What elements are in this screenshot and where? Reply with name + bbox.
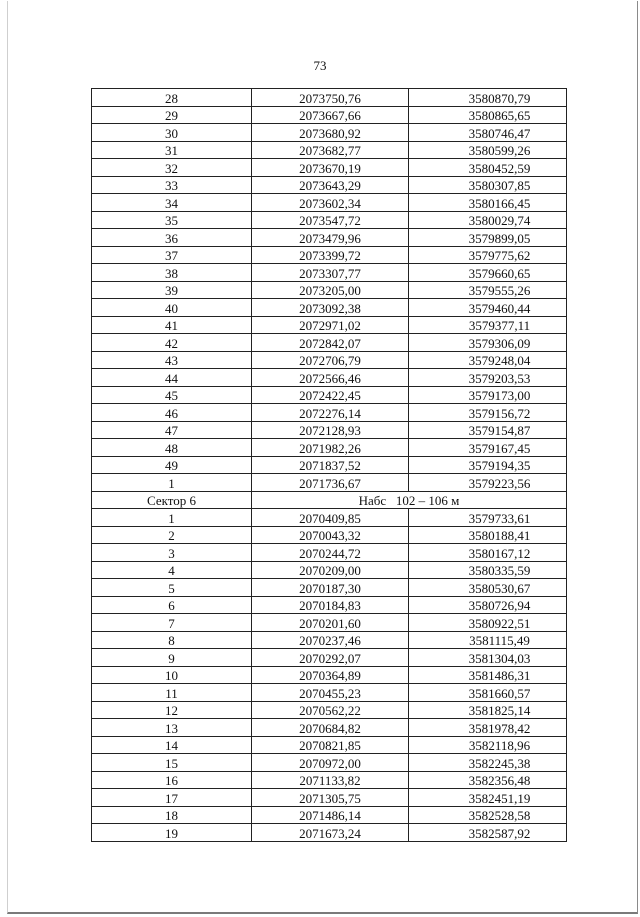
x-coordinate-cell: 2070562,22 — [252, 701, 409, 719]
table-row — [92, 351, 567, 369]
x-coordinate-cell: 2070201,60 — [252, 614, 409, 632]
point-number-cell: 3 — [92, 544, 252, 562]
table-row — [92, 596, 567, 614]
table-row — [92, 526, 567, 544]
table-row — [92, 89, 567, 107]
point-number-cell: 36 — [92, 229, 252, 247]
y-coordinate-cell: 3579660,65 — [409, 264, 567, 282]
x-coordinate-cell: 2070364,89 — [252, 666, 409, 684]
table-row — [92, 474, 567, 492]
y-coordinate-cell: 3581115,49 — [409, 631, 567, 649]
table-row — [92, 684, 567, 702]
y-coordinate-cell: 3579173,00 — [409, 386, 567, 404]
x-coordinate-cell: 2073602,34 — [252, 194, 409, 212]
x-coordinate-cell: 2073547,72 — [252, 211, 409, 229]
point-number-cell: 37 — [92, 246, 252, 264]
x-coordinate-cell: 2070237,46 — [252, 631, 409, 649]
x-coordinate-cell: 2070209,00 — [252, 561, 409, 579]
x-coordinate-cell: 2070455,23 — [252, 684, 409, 702]
x-coordinate-cell: 2072128,93 — [252, 421, 409, 439]
y-coordinate-cell: 3579775,62 — [409, 246, 567, 264]
point-number-cell: 6 — [92, 596, 252, 614]
point-number-cell: 1 — [92, 509, 252, 527]
x-coordinate-cell: 2073667,66 — [252, 106, 409, 124]
y-coordinate-cell: 3580188,41 — [409, 526, 567, 544]
table-row — [92, 824, 567, 842]
y-coordinate-cell: 3580166,45 — [409, 194, 567, 212]
x-coordinate-cell: 2071837,52 — [252, 456, 409, 474]
x-coordinate-cell: 2072706,79 — [252, 351, 409, 369]
y-coordinate-cell: 3580029,74 — [409, 211, 567, 229]
y-coordinate-cell: 3582245,38 — [409, 754, 567, 772]
table-row — [92, 649, 567, 667]
x-coordinate-cell: 2073682,77 — [252, 141, 409, 159]
coordinates-table-body — [92, 89, 567, 842]
table-row — [92, 631, 567, 649]
x-coordinate-cell: 2072971,02 — [252, 316, 409, 334]
point-number-cell: 9 — [92, 649, 252, 667]
point-number-cell: 34 — [92, 194, 252, 212]
table-row — [92, 176, 567, 194]
y-coordinate-cell: 3579167,45 — [409, 439, 567, 457]
table-row — [92, 736, 567, 754]
y-coordinate-cell: 3579377,11 — [409, 316, 567, 334]
x-coordinate-cell: 2072566,46 — [252, 369, 409, 387]
point-number-cell: 7 — [92, 614, 252, 632]
table-row — [92, 421, 567, 439]
x-coordinate-cell: 2071982,26 — [252, 439, 409, 457]
table-row — [92, 806, 567, 824]
point-number-cell: 19 — [92, 824, 252, 842]
point-number-cell: 43 — [92, 351, 252, 369]
x-coordinate-cell: 2072276,14 — [252, 404, 409, 422]
x-coordinate-cell: 2073750,76 — [252, 89, 409, 107]
sector-label-cell: Сектор 6 — [92, 491, 252, 509]
y-coordinate-cell: 3580307,85 — [409, 176, 567, 194]
point-number-cell: 14 — [92, 736, 252, 754]
table-row — [92, 771, 567, 789]
table-row — [92, 264, 567, 282]
point-number-cell: 8 — [92, 631, 252, 649]
y-coordinate-cell: 3579460,44 — [409, 299, 567, 317]
point-number-cell: 10 — [92, 666, 252, 684]
point-number-cell: 28 — [92, 89, 252, 107]
y-coordinate-cell: 3579156,72 — [409, 404, 567, 422]
x-coordinate-cell: 2073643,29 — [252, 176, 409, 194]
point-number-cell: 13 — [92, 719, 252, 737]
sector-header-row — [92, 491, 567, 509]
point-number-cell: 32 — [92, 159, 252, 177]
x-coordinate-cell: 2073670,19 — [252, 159, 409, 177]
table-row — [92, 316, 567, 334]
point-number-cell: 31 — [92, 141, 252, 159]
y-coordinate-cell: 3582528,58 — [409, 806, 567, 824]
table-row — [92, 561, 567, 579]
table-row — [92, 246, 567, 264]
x-coordinate-cell: 2073479,96 — [252, 229, 409, 247]
sector-height-range-cell: Набс 102 – 106 м — [252, 491, 567, 509]
x-coordinate-cell: 2070184,83 — [252, 596, 409, 614]
table-row — [92, 509, 567, 527]
y-coordinate-cell: 3580865,65 — [409, 106, 567, 124]
table-row — [92, 159, 567, 177]
x-coordinate-cell: 2073092,38 — [252, 299, 409, 317]
x-coordinate-cell: 2070292,07 — [252, 649, 409, 667]
coordinates-table — [91, 88, 567, 842]
table-row — [92, 456, 567, 474]
x-coordinate-cell: 2070684,82 — [252, 719, 409, 737]
y-coordinate-cell: 3580335,59 — [409, 561, 567, 579]
y-coordinate-cell: 3579248,04 — [409, 351, 567, 369]
y-coordinate-cell: 3579203,53 — [409, 369, 567, 387]
point-number-cell: 49 — [92, 456, 252, 474]
page-number: 73 — [313, 58, 327, 73]
y-coordinate-cell: 3580167,12 — [409, 544, 567, 562]
table-row — [92, 141, 567, 159]
y-coordinate-cell: 3579194,35 — [409, 456, 567, 474]
y-coordinate-cell: 3581978,42 — [409, 719, 567, 737]
point-number-cell: 12 — [92, 701, 252, 719]
point-number-cell: 47 — [92, 421, 252, 439]
x-coordinate-cell: 2070821,85 — [252, 736, 409, 754]
point-number-cell: 18 — [92, 806, 252, 824]
y-coordinate-cell: 3579733,61 — [409, 509, 567, 527]
table-row — [92, 386, 567, 404]
y-coordinate-cell: 3582587,92 — [409, 824, 567, 842]
point-number-cell: 29 — [92, 106, 252, 124]
y-coordinate-cell: 3580599,26 — [409, 141, 567, 159]
table-row — [92, 334, 567, 352]
table-row — [92, 439, 567, 457]
point-number-cell: 35 — [92, 211, 252, 229]
point-number-cell: 48 — [92, 439, 252, 457]
table-row — [92, 614, 567, 632]
point-number-cell: 42 — [92, 334, 252, 352]
x-coordinate-cell: 2071673,24 — [252, 824, 409, 842]
table-row — [92, 404, 567, 422]
y-coordinate-cell: 3582118,96 — [409, 736, 567, 754]
point-number-cell: 44 — [92, 369, 252, 387]
y-coordinate-cell: 3579154,87 — [409, 421, 567, 439]
point-number-cell: 11 — [92, 684, 252, 702]
point-number-cell: 41 — [92, 316, 252, 334]
point-number-cell: 40 — [92, 299, 252, 317]
point-number-cell: 4 — [92, 561, 252, 579]
x-coordinate-cell: 2070187,30 — [252, 579, 409, 597]
table-row — [92, 719, 567, 737]
x-coordinate-cell: 2073399,72 — [252, 246, 409, 264]
y-coordinate-cell: 3581486,31 — [409, 666, 567, 684]
table-row — [92, 229, 567, 247]
x-coordinate-cell: 2070409,85 — [252, 509, 409, 527]
point-number-cell: 5 — [92, 579, 252, 597]
table-row — [92, 666, 567, 684]
point-number-cell: 1 — [92, 474, 252, 492]
y-coordinate-cell: 3580746,47 — [409, 124, 567, 142]
point-number-cell: 39 — [92, 281, 252, 299]
point-number-cell: 38 — [92, 264, 252, 282]
x-coordinate-cell: 2073205,00 — [252, 281, 409, 299]
x-coordinate-cell: 2071305,75 — [252, 789, 409, 807]
x-coordinate-cell: 2073680,92 — [252, 124, 409, 142]
x-coordinate-cell: 2071486,14 — [252, 806, 409, 824]
y-coordinate-cell: 3580922,51 — [409, 614, 567, 632]
point-number-cell: 33 — [92, 176, 252, 194]
y-coordinate-cell: 3579555,26 — [409, 281, 567, 299]
point-number-cell: 15 — [92, 754, 252, 772]
point-number-cell: 45 — [92, 386, 252, 404]
x-coordinate-cell: 2071133,82 — [252, 771, 409, 789]
table-row — [92, 701, 567, 719]
y-coordinate-cell: 3581304,03 — [409, 649, 567, 667]
table-row — [92, 754, 567, 772]
y-coordinate-cell: 3580870,79 — [409, 89, 567, 107]
table-row — [92, 299, 567, 317]
y-coordinate-cell: 3579223,56 — [409, 474, 567, 492]
y-coordinate-cell: 3580726,94 — [409, 596, 567, 614]
point-number-cell: 46 — [92, 404, 252, 422]
point-number-cell: 30 — [92, 124, 252, 142]
point-number-cell: 2 — [92, 526, 252, 544]
x-coordinate-cell: 2073307,77 — [252, 264, 409, 282]
point-number-cell: 16 — [92, 771, 252, 789]
x-coordinate-cell: 2072842,07 — [252, 334, 409, 352]
table-row — [92, 579, 567, 597]
table-row — [92, 211, 567, 229]
y-coordinate-cell: 3581660,57 — [409, 684, 567, 702]
table-row — [92, 194, 567, 212]
x-coordinate-cell: 2070244,72 — [252, 544, 409, 562]
y-coordinate-cell: 3581825,14 — [409, 701, 567, 719]
table-row — [92, 789, 567, 807]
y-coordinate-cell: 3580452,59 — [409, 159, 567, 177]
table-row — [92, 544, 567, 562]
y-coordinate-cell: 3579306,09 — [409, 334, 567, 352]
y-coordinate-cell: 3582356,48 — [409, 771, 567, 789]
table-row — [92, 106, 567, 124]
y-coordinate-cell: 3579899,05 — [409, 229, 567, 247]
x-coordinate-cell: 2071736,67 — [252, 474, 409, 492]
x-coordinate-cell: 2070043,32 — [252, 526, 409, 544]
point-number-cell: 17 — [92, 789, 252, 807]
x-coordinate-cell: 2072422,45 — [252, 386, 409, 404]
y-coordinate-cell: 3580530,67 — [409, 579, 567, 597]
table-row — [92, 281, 567, 299]
x-coordinate-cell: 2070972,00 — [252, 754, 409, 772]
y-coordinate-cell: 3582451,19 — [409, 789, 567, 807]
table-row — [92, 369, 567, 387]
table-row — [92, 124, 567, 142]
